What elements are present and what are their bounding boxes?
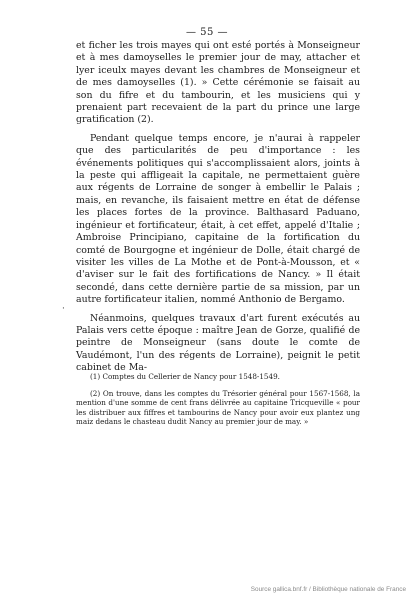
paragraph-3: Néanmoins, quelques travaux d'art furent exécutés au Palais vers cette époque : maître Jean de Gorze, qualifié de peintre de Monseigneur (sans doute le comte de Vaudémont, l'un des régents de Lorraine), peignit le petit cabinet de Ma- — [76, 312, 360, 374]
source-credit: Source gallica.bnf.fr / Bibliothèque nationale de France — [250, 586, 406, 593]
paragraph-2: Pendant quelque temps encore, je n'aurai à rappeler que des particularités de peu d'importance : les événements politiques qui s'accomplissaient alors, joints à la peste qui affligeait la capitale, ne permettaient guère aux régents de Lorraine de songer à embellir le Palais ; mais, en revanche, ils faisaient mettre en état de défense les places fortes de la province. Balthasard Paduano, ingénieur et fortificateur, était, à cet effet, appelé d'Italie ; Ambroise Principiano, capitaine de la fortification du comté de Bourgogne et ingénieur de Dolle, était chargé de visiter les villes de La Mothe et de Pont-à-Mousson, et « d'aviser sur le fait des fortifications de Nancy. » Il était secondé, dans cette dernière partie de sa mission, par un autre fortificateur italien, nommé Anthonio de Bergamo. — [76, 132, 360, 306]
footnote-2: (2) On trouve, dans les comptes du Trésorier général pour 1567-1568, la mention d'une somme de cent frans délivrée au capitaine Tricqueville « pour les distribuer aux fiffres et tambourins de Nancy pour avoir eux plantez ung maiz dedans le chasteau dudit Nancy au premier jour de may. » — [76, 388, 360, 427]
paragraph-1: et ficher les trois mayes qui ont esté portés à Monseigneur et à mes damoyselles le premier jour de may, attacher et lyer iceulx mayes devant les chambres de Monseigneur et de mes damoyselles (1). » Cette cérémonie se faisait au son du fifre et du tambourin, et les musiciens qui y prenaient part recevaient de la part du prince une large gratification (2). — [76, 40, 360, 126]
body-text — [76, 40, 360, 375]
footnotes — [76, 372, 360, 427]
page-number: — 55 — — [185, 27, 229, 38]
margin-mark: · — [62, 304, 65, 314]
footnote-1: (1) Comptes du Cellerier de Nancy pour 1548-1549. — [90, 372, 280, 381]
